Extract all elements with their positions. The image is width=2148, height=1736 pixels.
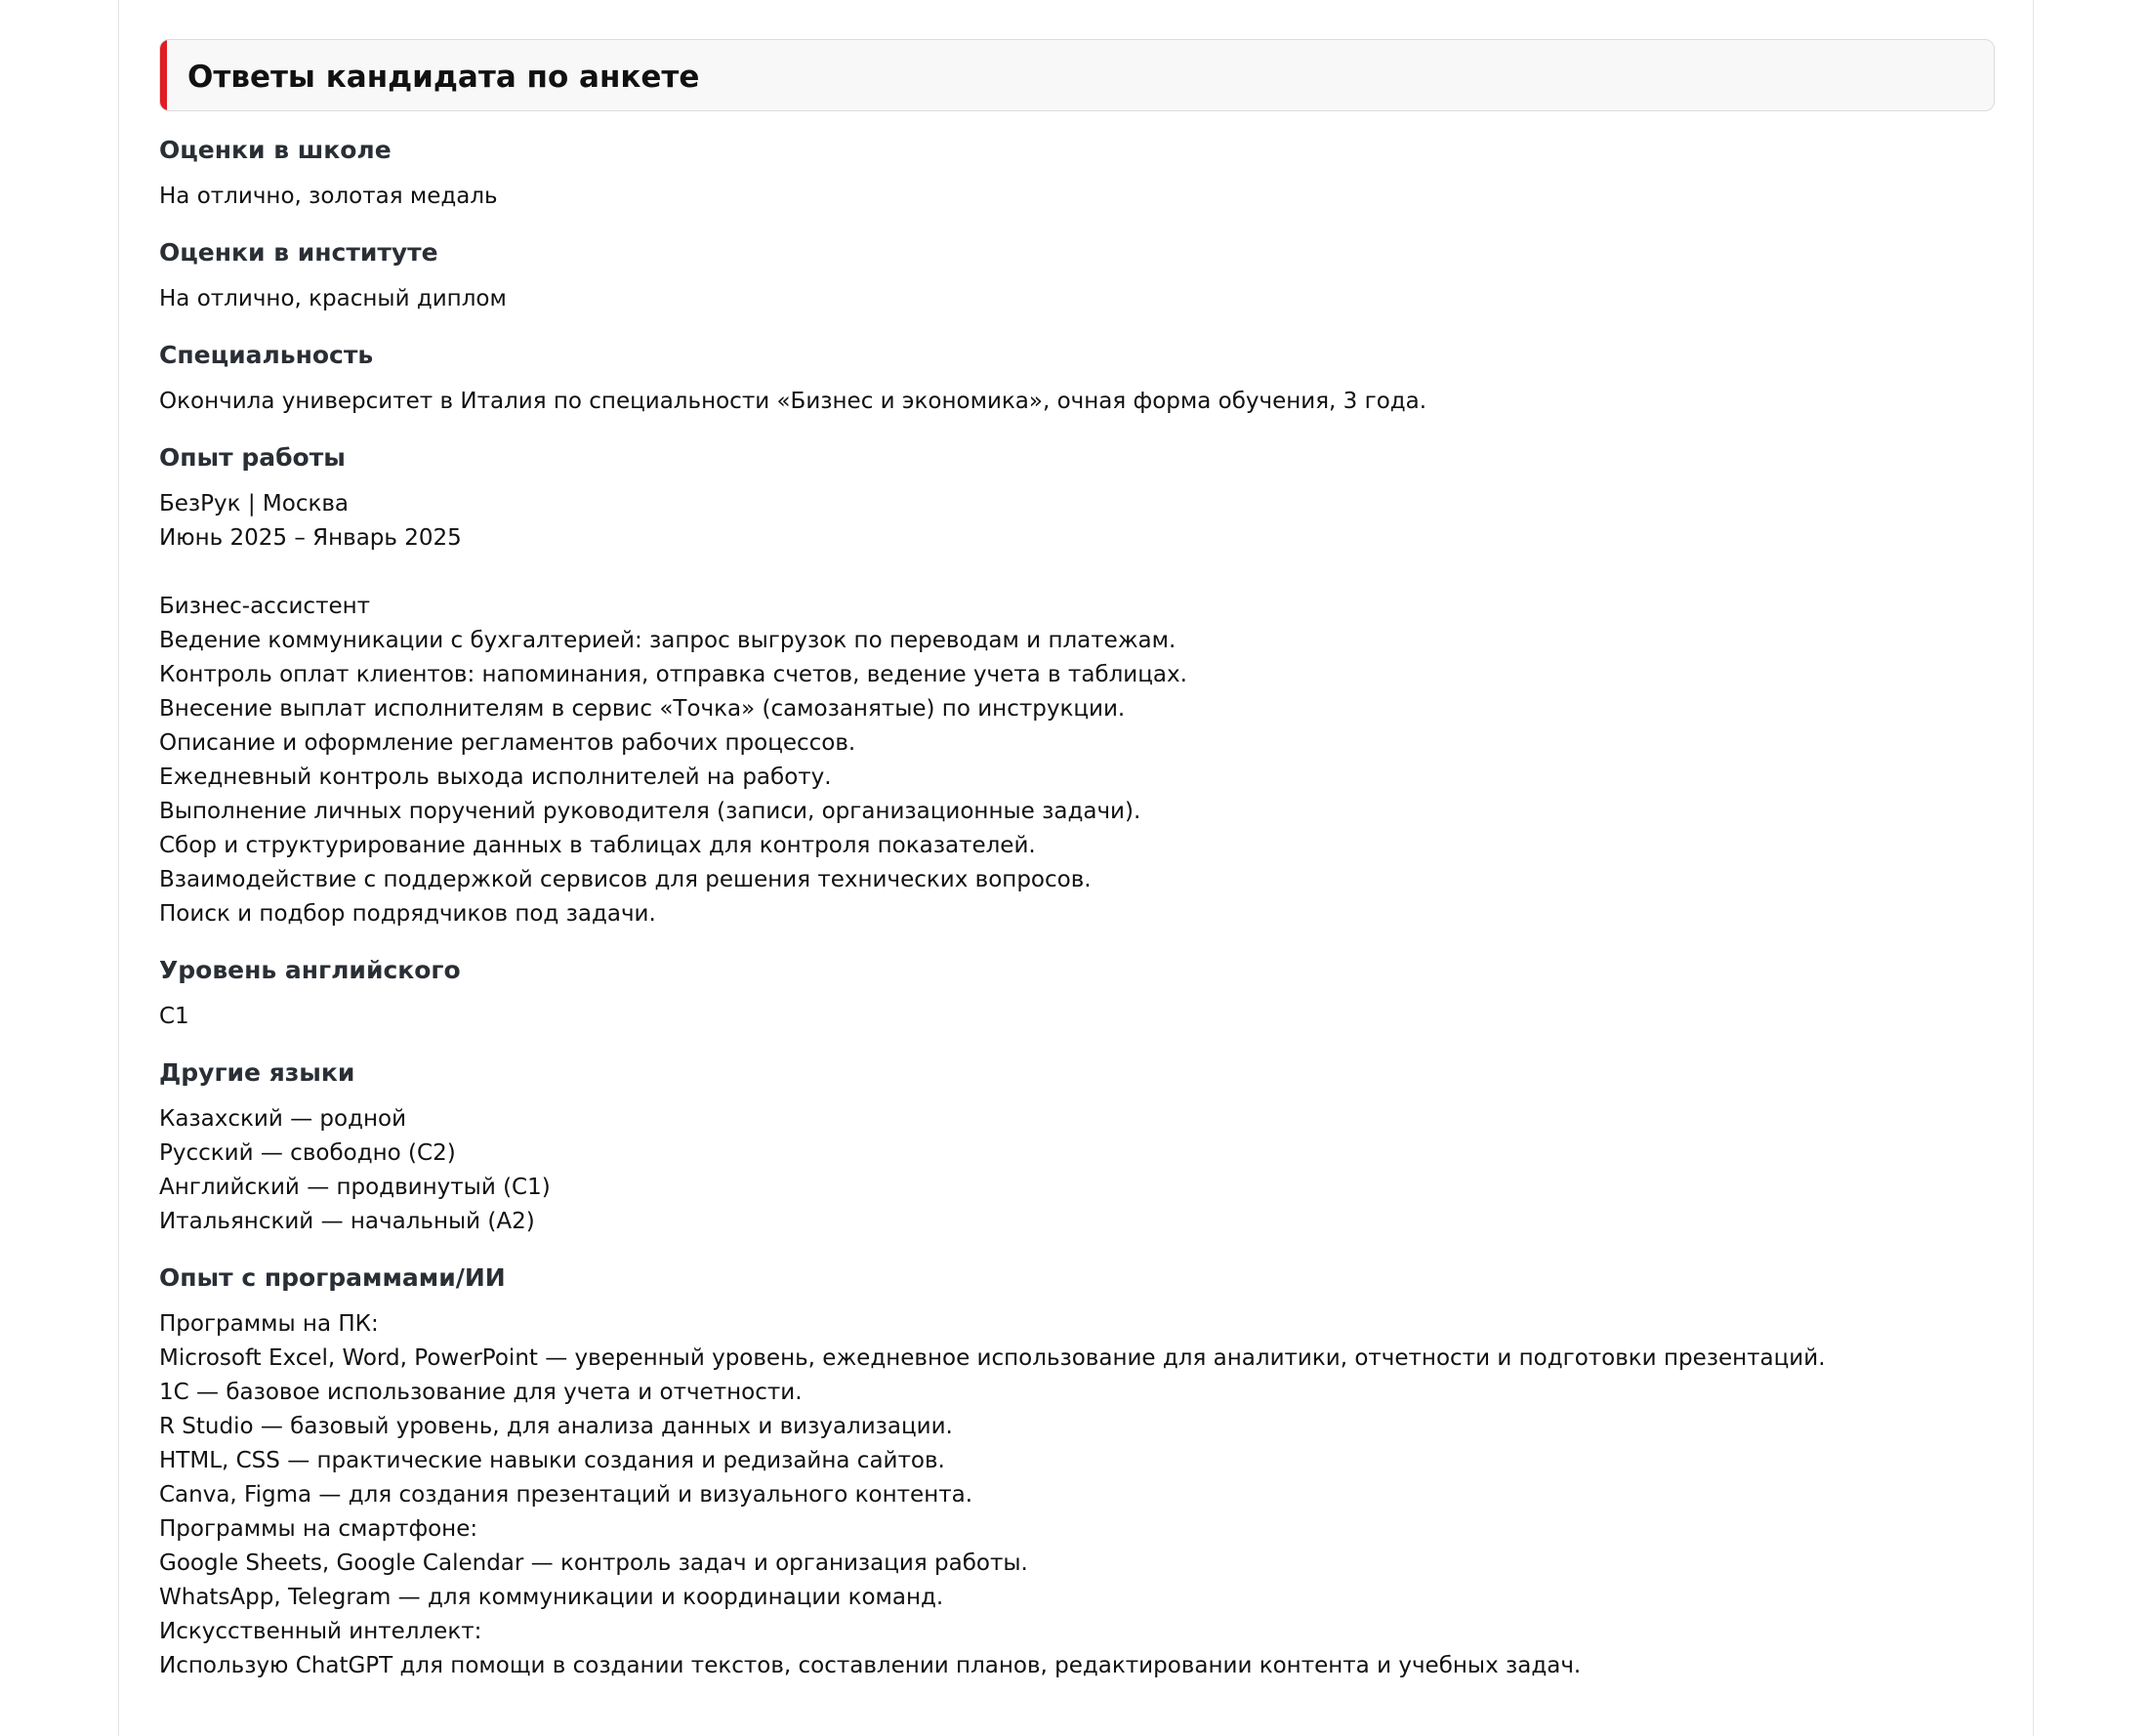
section-heading: Опыт работы — [159, 443, 346, 472]
language-line: Русский — свободно (C2) — [159, 1140, 456, 1166]
period-line: Июнь 2025 – Январь 2025 — [159, 525, 462, 551]
section-heading: Оценки в школе — [159, 136, 392, 164]
section-work-experience — [159, 442, 1995, 931]
section-body — [159, 282, 1995, 316]
section-heading: Опыт с программами/ИИ — [159, 1263, 506, 1292]
software-line: Программы на ПК: — [159, 1311, 379, 1337]
document-page — [118, 0, 2034, 1736]
section-heading: Уровень английского — [159, 956, 461, 984]
employer-line: БезРук | Москва — [159, 491, 350, 517]
answer-line: На отлично, золотая медаль — [159, 184, 498, 209]
software-line: Google Sheets, Google Calendar — контроль задач и организация работы. — [159, 1550, 1028, 1576]
duty-line: Сбор и структурирование данных в таблицах для контроля показателей. — [159, 833, 1036, 858]
duty-line: Взаимодействие с поддержкой сервисов для решения технических вопросов. — [159, 867, 1092, 892]
duty-line: Контроль оплат клиентов: напоминания, отправка счетов, ведение учета в таблицах. — [159, 662, 1187, 687]
position-line: Бизнес-ассистент — [159, 594, 371, 619]
software-line: 1C — базовое использование для учета и отчетности. — [159, 1380, 803, 1405]
answer-line: C1 — [159, 1004, 189, 1029]
duty-line: Выполнение личных поручений руководителя (записи, организационные задачи). — [159, 799, 1141, 824]
answer-line: Окончила университет в Италия по специальности «Бизнес и экономика», очная форма обучения, 3 года. — [159, 389, 1427, 414]
duty-line: Ведение коммуникации с бухгалтерией: запрос выгрузок по переводам и платежам. — [159, 628, 1177, 653]
section-english-level — [159, 955, 1995, 1034]
section-school-grades — [159, 135, 1995, 214]
section-body — [159, 1102, 1995, 1239]
software-line: HTML, CSS — практические навыки создания и редизайна сайтов. — [159, 1448, 945, 1473]
page-header — [159, 39, 1995, 111]
answer-line: На отлично, красный диплом — [159, 286, 507, 311]
duty-line: Ежедневный контроль выхода исполнителей на работу. — [159, 765, 832, 790]
software-line: R Studio — базовый уровень, для анализа данных и визуализации. — [159, 1414, 953, 1439]
software-line: Программы на смартфоне: — [159, 1516, 478, 1542]
section-other-languages — [159, 1057, 1995, 1239]
language-line: Казахский — родной — [159, 1106, 407, 1132]
software-line: Canva, Figma — для создания презентаций и визуального контента. — [159, 1482, 973, 1508]
software-line: Microsoft Excel, Word, PowerPoint — уверенный уровень, ежедневное использование для аналитики, отчетности и подготовки презентаций. — [159, 1345, 1826, 1371]
page-title: Ответы кандидата по анкете — [187, 60, 700, 95]
section-body — [159, 487, 1995, 931]
duty-line: Описание и оформление регламентов рабочих процессов. — [159, 730, 856, 756]
software-line: Использую ChatGPT для помощи в создании текстов, составлении планов, редактировании контента и учебных задач. — [159, 1653, 1582, 1678]
section-body — [159, 180, 1995, 214]
software-line: WhatsApp, Telegram — для коммуникации и координации команд. — [159, 1585, 944, 1610]
section-body — [159, 1307, 1995, 1683]
section-institute-grades — [159, 237, 1995, 316]
software-line: Искусственный интеллект: — [159, 1619, 482, 1644]
section-heading: Оценки в институте — [159, 238, 438, 267]
section-heading: Специальность — [159, 341, 374, 369]
language-line: Итальянский — начальный (A2) — [159, 1209, 535, 1234]
section-specialty — [159, 340, 1995, 419]
section-software-ai — [159, 1262, 1995, 1683]
section-body — [159, 1000, 1995, 1034]
document-content — [159, 0, 1995, 1683]
duty-line: Внесение выплат исполнителям в сервис «Точка» (самозанятые) по инструкции. — [159, 696, 1126, 722]
duty-line: Поиск и подбор подрядчиков под задачи. — [159, 901, 656, 927]
spacer — [159, 556, 1995, 590]
header-accent-bar — [160, 40, 167, 110]
section-heading: Другие языки — [159, 1058, 355, 1087]
section-body — [159, 385, 1995, 419]
language-line: Английский — продвинутый (C1) — [159, 1175, 551, 1200]
